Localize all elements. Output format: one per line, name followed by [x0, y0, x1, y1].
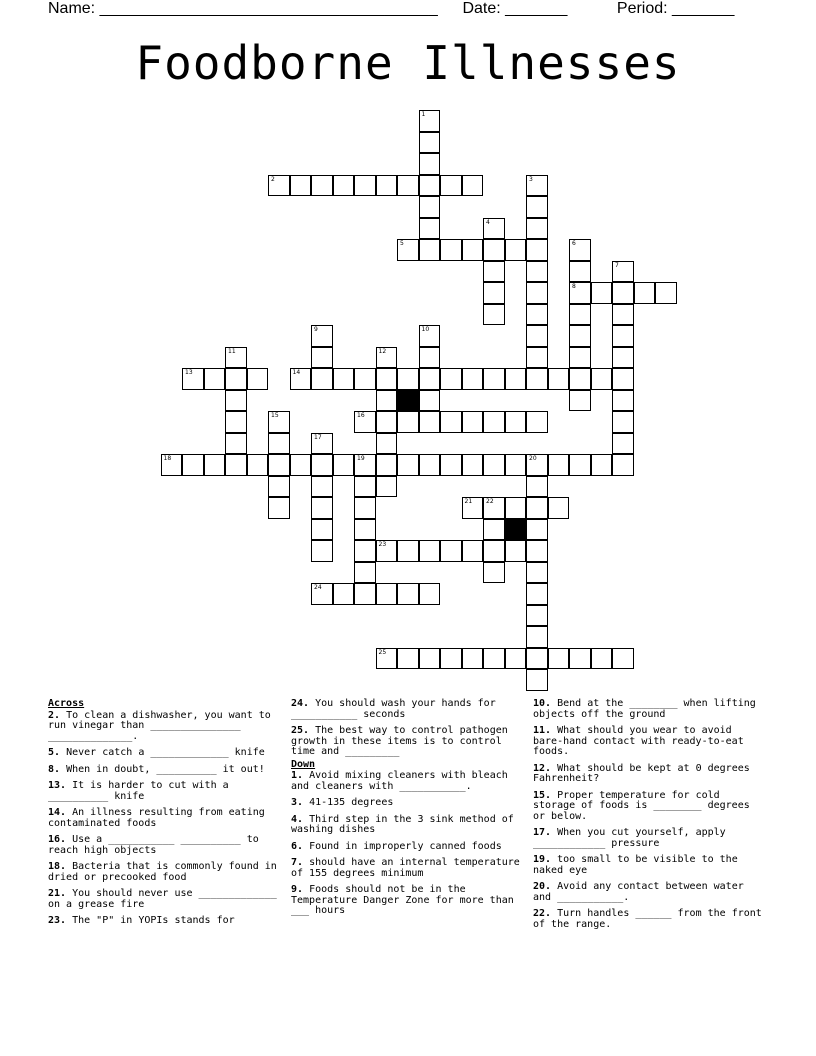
grid-cell[interactable]: [376, 411, 398, 433]
black-square: [505, 519, 527, 541]
grid-cell[interactable]: [397, 411, 419, 433]
clue-number: 9: [314, 326, 318, 333]
clue-across-14: 14. An illness resulting from eating contaminated foods: [48, 807, 271, 829]
grid-cell[interactable]: [354, 562, 376, 584]
down-heading: Down: [291, 758, 316, 770]
grid-cell[interactable]: [225, 390, 247, 412]
period-field[interactable]: Period: _______: [616, 0, 735, 17]
grid-cell[interactable]: [483, 261, 505, 283]
grid-cell[interactable]: [462, 411, 484, 433]
clue-number: 11: [228, 347, 236, 355]
grid-cell[interactable]: [333, 175, 355, 197]
grid-cell[interactable]: [311, 368, 333, 390]
black-square: [397, 390, 419, 412]
grid-cell[interactable]: [268, 175, 290, 197]
grid-cell[interactable]: [397, 175, 419, 197]
grid-cell[interactable]: [440, 648, 462, 670]
grid-cell[interactable]: [419, 648, 441, 670]
grid-cell[interactable]: [419, 132, 441, 154]
grid-cell[interactable]: [311, 454, 333, 476]
grid-cell[interactable]: [526, 411, 548, 433]
grid-cell[interactable]: [526, 648, 548, 670]
grid-cell[interactable]: [440, 175, 462, 197]
grid-cell[interactable]: [569, 347, 591, 369]
grid-cell[interactable]: [225, 411, 247, 433]
clue-across-5: 5. Never catch a _____________ knife: [48, 747, 265, 758]
grid-cell[interactable]: [505, 648, 527, 670]
grid-cell[interactable]: [462, 454, 484, 476]
grid-cell[interactable]: [569, 390, 591, 412]
clue-across-23: 23. The "P" in YOPIs stands for: [48, 915, 235, 926]
grid-cell[interactable]: [440, 239, 462, 261]
grid-cell[interactable]: [526, 583, 548, 605]
grid-cell[interactable]: [376, 390, 398, 412]
grid-cell[interactable]: [290, 175, 312, 197]
grid-cell[interactable]: [397, 368, 419, 390]
grid-cell[interactable]: [526, 605, 548, 627]
clue-down-4: 4. Third step in the 3 sink method of washing dishes: [291, 813, 520, 835]
clue-number: 24: [314, 584, 322, 591]
grid-cell[interactable]: [419, 239, 441, 261]
grid-cell[interactable]: [505, 497, 527, 519]
grid-cell[interactable]: [376, 433, 398, 455]
clue-down-17: 17. When you cut yourself, apply ____________ pressure: [533, 827, 732, 849]
grid-cell[interactable]: [548, 454, 570, 476]
grid-cell[interactable]: [569, 282, 591, 304]
grid-cell[interactable]: [376, 175, 398, 197]
grid-cell[interactable]: [354, 497, 376, 519]
grid-cell[interactable]: [505, 368, 527, 390]
grid-cell[interactable]: [204, 368, 226, 390]
across-heading: Across: [48, 698, 85, 709]
grid-cell[interactable]: [376, 454, 398, 476]
grid-cell[interactable]: [290, 368, 312, 390]
grid-cell[interactable]: [419, 218, 441, 240]
grid-cell[interactable]: [354, 583, 376, 605]
grid-cell[interactable]: [569, 648, 591, 670]
grid-cell[interactable]: [419, 325, 441, 347]
clue-number: 14: [292, 369, 301, 376]
grid-cell[interactable]: [526, 175, 548, 197]
grid-cell[interactable]: [612, 390, 634, 412]
grid-cell[interactable]: [483, 368, 505, 390]
grid-cell[interactable]: [526, 261, 548, 283]
grid-cell[interactable]: [505, 454, 527, 476]
clue-down-22: 22. Turn handles ______ from the front of the range.: [533, 908, 768, 930]
grid-cell[interactable]: [225, 433, 247, 455]
grid-cell[interactable]: [311, 540, 333, 562]
grid-cell[interactable]: [397, 239, 419, 261]
grid-cell[interactable]: [569, 454, 591, 476]
grid-cell[interactable]: [397, 540, 419, 562]
grid-cell[interactable]: [354, 476, 376, 498]
grid-cell[interactable]: [483, 648, 505, 670]
grid-cell[interactable]: [591, 282, 613, 304]
clue-number: 12: [378, 347, 387, 355]
grid-cell[interactable]: [419, 454, 441, 476]
grid-cell[interactable]: [204, 454, 226, 476]
clue-down-10: 10. Bend at the ________ when lifting objects off the ground: [533, 698, 762, 720]
grid-cell[interactable]: [376, 368, 398, 390]
grid-cell[interactable]: [440, 540, 462, 562]
grid-cell[interactable]: [268, 411, 290, 433]
grid-cell[interactable]: [526, 562, 548, 584]
grid-cell[interactable]: [612, 368, 634, 390]
clues-column-1: [48, 698, 283, 933]
grid-cell[interactable]: [505, 239, 527, 261]
clue-across-8: 8. When in doubt, __________ it out!: [48, 763, 265, 775]
grid-cell[interactable]: [612, 325, 634, 347]
grid-cell[interactable]: [333, 368, 355, 390]
grid-cell[interactable]: [591, 454, 613, 476]
clue-number: 4: [486, 218, 490, 226]
clue-down-6: 6. Found in improperly canned foods: [291, 840, 502, 852]
grid-cell[interactable]: [612, 282, 634, 304]
grid-cell[interactable]: [526, 519, 548, 541]
grid-cell[interactable]: [483, 454, 505, 476]
grid-cell[interactable]: [612, 261, 634, 283]
clue-number: 18: [163, 455, 172, 462]
grid-cell[interactable]: [483, 562, 505, 584]
grid-cell[interactable]: [311, 583, 333, 605]
grid-cell[interactable]: [311, 433, 333, 455]
grid-cell[interactable]: [612, 648, 634, 670]
clues-column-2: [291, 698, 526, 923]
grid-cell[interactable]: [311, 325, 333, 347]
grid-cell[interactable]: [612, 433, 634, 455]
grid-cell[interactable]: [591, 648, 613, 670]
grid-cell[interactable]: [354, 368, 376, 390]
grid-cell[interactable]: [569, 239, 591, 261]
clue-down-7: 7. should have an internal temperature of 155 degrees minimum: [291, 857, 526, 879]
grid-cell[interactable]: [483, 540, 505, 562]
grid-cell[interactable]: [311, 347, 333, 369]
grid-cell[interactable]: [612, 347, 634, 369]
grid-cell[interactable]: [376, 583, 398, 605]
grid-cell[interactable]: [397, 648, 419, 670]
grid-cell[interactable]: [483, 497, 505, 519]
grid-cell[interactable]: [462, 540, 484, 562]
grid-cell[interactable]: [483, 282, 505, 304]
grid-cell[interactable]: [440, 368, 462, 390]
clue-number: 1: [421, 111, 426, 118]
grid-cell[interactable]: [634, 282, 656, 304]
grid-cell[interactable]: [483, 411, 505, 433]
grid-cell[interactable]: [526, 669, 548, 691]
clue-number: 22: [486, 498, 494, 505]
grid-cell[interactable]: [612, 454, 634, 476]
grid-cell[interactable]: [225, 368, 247, 390]
grid-cell[interactable]: [311, 175, 333, 197]
grid-cell[interactable]: [333, 454, 355, 476]
clue-down-20: 20. Avoid any contact between water and ___________.: [533, 881, 750, 903]
clue-number: 7: [615, 261, 619, 269]
grid-cell[interactable]: [247, 368, 269, 390]
grid-cell[interactable]: [247, 454, 269, 476]
clue-number: 3: [529, 175, 533, 183]
grid-cell[interactable]: [397, 454, 419, 476]
grid-cell[interactable]: [440, 454, 462, 476]
grid-cell[interactable]: [526, 368, 548, 390]
clue-down-19: 19. too small to be visible to the naked eye: [533, 854, 744, 876]
clue-down-3: 3. 41-135 degrees: [291, 797, 394, 808]
clue-number: 2: [271, 175, 275, 183]
clue-across-24: 24. You should wash your hands for ___________ seconds: [291, 698, 502, 720]
clue-across-13: 13. It is harder to cut with a __________ knife: [48, 780, 235, 802]
grid-cell[interactable]: [526, 540, 548, 562]
grid-cell[interactable]: [311, 476, 333, 498]
grid-cell[interactable]: [526, 282, 548, 304]
date-field[interactable]: Date: _______: [462, 0, 568, 17]
clue-number: 21: [464, 498, 473, 505]
grid-cell[interactable]: [354, 175, 376, 197]
clues-column-3: [533, 698, 768, 936]
clue-number: 23: [378, 541, 387, 548]
grid-cell[interactable]: [311, 497, 333, 519]
clue-number: 19: [357, 455, 365, 462]
grid-cell[interactable]: [526, 347, 548, 369]
grid-cell[interactable]: [419, 175, 441, 197]
clue-down-1: 1. Avoid mixing cleaners with bleach and cleaners with ___________.: [291, 770, 514, 792]
grid-cell[interactable]: [354, 540, 376, 562]
grid-cell[interactable]: [548, 368, 570, 390]
clue-number: 15: [271, 412, 279, 419]
grid-cell[interactable]: [483, 519, 505, 541]
clue-number: 16: [357, 412, 365, 419]
clue-number: 20: [529, 455, 537, 462]
grid-cell[interactable]: [376, 540, 398, 562]
grid-cell[interactable]: [505, 411, 527, 433]
grid-cell[interactable]: [526, 454, 548, 476]
grid-cell[interactable]: [569, 261, 591, 283]
clue-across-2: 2. To clean a dishwasher, you want to run vinegar than _______________ ______________.: [48, 709, 277, 742]
grid-cell[interactable]: [311, 519, 333, 541]
grid-cell[interactable]: [462, 648, 484, 670]
grid-cell[interactable]: [526, 497, 548, 519]
grid-cell[interactable]: [376, 476, 398, 498]
grid-cell[interactable]: [419, 110, 441, 132]
clue-across-18: 18. Bacteria that is commonly found in dried or precooked food: [48, 861, 283, 883]
grid-cell[interactable]: [655, 282, 677, 304]
grid-cell[interactable]: [612, 411, 634, 433]
grid-cell[interactable]: [483, 304, 505, 326]
grid-cell[interactable]: [526, 626, 548, 648]
grid-cell[interactable]: [268, 497, 290, 519]
grid-cell[interactable]: [290, 454, 312, 476]
grid-cell[interactable]: [419, 411, 441, 433]
grid-cell[interactable]: [569, 325, 591, 347]
grid-cell[interactable]: [161, 454, 183, 476]
grid-cell[interactable]: [419, 196, 441, 218]
puzzle-title: Foodborne Illnesses: [135, 36, 681, 90]
grid-cell[interactable]: [526, 218, 548, 240]
grid-cell[interactable]: [483, 218, 505, 240]
grid-cell[interactable]: [268, 454, 290, 476]
grid-cell[interactable]: [419, 153, 441, 175]
clue-number: 8: [572, 283, 576, 290]
name-field[interactable]: Name: ______________________________________: [48, 0, 438, 17]
clue-number: 17: [314, 433, 322, 441]
grid-cell[interactable]: [225, 454, 247, 476]
grid-cell[interactable]: [268, 433, 290, 455]
grid-cell[interactable]: [569, 304, 591, 326]
grid-cell[interactable]: [462, 175, 484, 197]
grid-cell[interactable]: [376, 648, 398, 670]
grid-cell[interactable]: [419, 368, 441, 390]
grid-cell[interactable]: [354, 411, 376, 433]
grid-cell[interactable]: [419, 347, 441, 369]
grid-cell[interactable]: [440, 411, 462, 433]
clue-number: 5: [400, 240, 404, 247]
grid-cell[interactable]: [526, 325, 548, 347]
grid-cell[interactable]: [548, 497, 570, 519]
clue-down-12: 12. What should be kept at 0 degrees Fahrenheit?: [533, 762, 756, 784]
grid-cell[interactable]: [419, 390, 441, 412]
grid-cell[interactable]: [182, 368, 204, 390]
grid-cell[interactable]: [526, 476, 548, 498]
grid-cell[interactable]: [569, 368, 591, 390]
clue-across-21: 21. You should never use _____________ on a grease fire: [48, 888, 283, 910]
clue-number: 25: [378, 648, 387, 656]
grid-cell[interactable]: [526, 304, 548, 326]
grid-cell[interactable]: [462, 497, 484, 519]
clue-number: 6: [572, 240, 576, 247]
grid-cell[interactable]: [462, 368, 484, 390]
clue-down-15: 15. Proper temperature for cold storage of foods is ________ degrees or below.: [533, 789, 756, 822]
grid-cell[interactable]: [354, 519, 376, 541]
grid-cell[interactable]: [225, 347, 247, 369]
clue-down-9: 9. Foods should not be in the Temperature Danger Zone for more than ___ hours: [291, 884, 520, 916]
clue-across-16: 16. Use a ___________ __________ to reach high objects: [48, 834, 265, 856]
grid-cell[interactable]: [333, 583, 355, 605]
grid-cell[interactable]: [505, 540, 527, 562]
grid-cell[interactable]: [591, 368, 613, 390]
grid-cell[interactable]: [612, 304, 634, 326]
grid-cell[interactable]: [376, 347, 398, 369]
grid-cell[interactable]: [419, 583, 441, 605]
grid-cell[interactable]: [548, 648, 570, 670]
grid-cell[interactable]: [483, 239, 505, 261]
grid-cell[interactable]: [354, 454, 376, 476]
grid-cell[interactable]: [526, 196, 548, 218]
clue-down-11: 11. What should you wear to avoid bare-hand contact with ready-to-eat foods.: [533, 725, 750, 757]
clue-across-25: 25. The best way to control pathogen growth in these items is to control time and _________: [291, 725, 514, 757]
grid-cell[interactable]: [268, 476, 290, 498]
grid-cell[interactable]: [526, 239, 548, 261]
clue-number: 13: [185, 369, 193, 376]
grid-cell[interactable]: [462, 239, 484, 261]
grid-cell[interactable]: [397, 583, 419, 605]
clue-number: 10: [421, 326, 430, 333]
grid-cell[interactable]: [419, 540, 441, 562]
grid-cell[interactable]: [182, 454, 204, 476]
